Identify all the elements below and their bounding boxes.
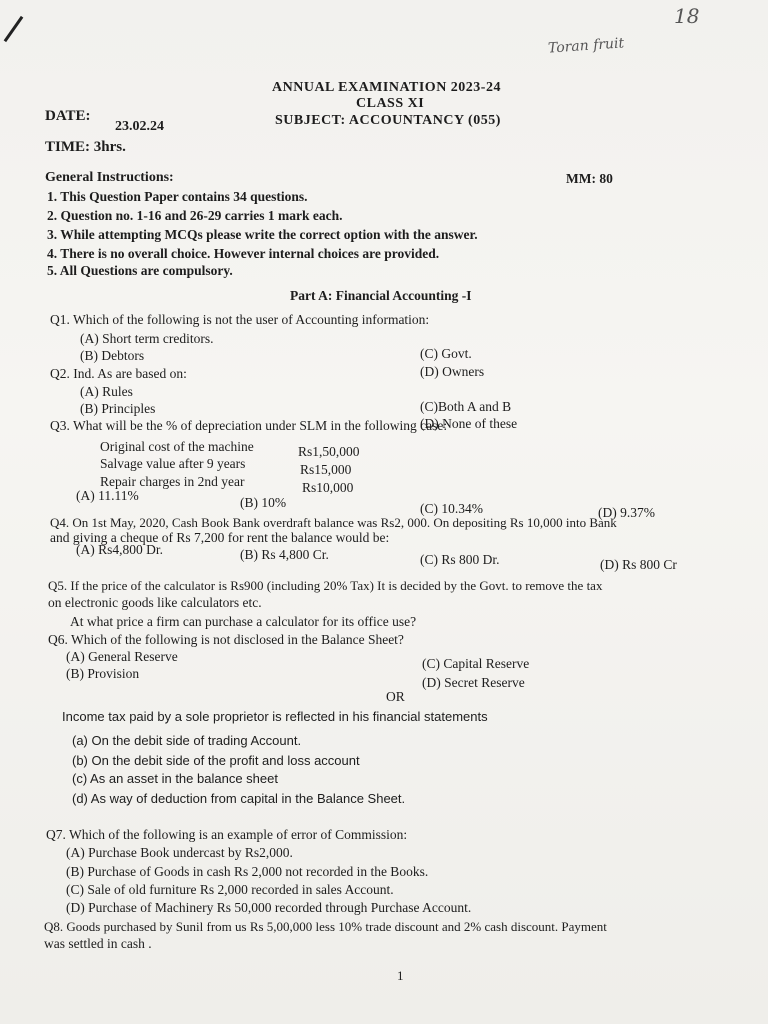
q4-option-c: (C) Rs 800 Dr. — [420, 552, 500, 567]
part-a-heading: Part A: Financial Accounting -I — [290, 288, 472, 303]
pen-mark — [4, 16, 24, 42]
q2-option-c: (C)Both A and B — [420, 399, 512, 414]
q5-line-2: on electronic goods like calculators etc. — [48, 595, 262, 610]
q1-option-c: (C) Govt. — [420, 346, 472, 361]
q3-row-value: Rs10,000 — [302, 480, 354, 495]
q6-option-b: (B) Provision — [66, 666, 140, 681]
class-label: CLASS XI — [356, 96, 425, 111]
q6-alt-option: (a) On the debit side of trading Account. — [72, 733, 302, 748]
q7-option: (A) Purchase Book undercast by Rs2,000. — [66, 845, 293, 860]
corner-page-number: 18 — [674, 4, 700, 28]
footer-page-number: 1 — [397, 968, 404, 983]
q6-option-d: (D) Secret Reserve — [422, 675, 525, 690]
q2-option-a: (A) Rules — [80, 384, 133, 399]
q3-option-b: (B) 10% — [240, 495, 287, 510]
instruction-item: 1. This Question Paper contains 34 questions. — [47, 189, 308, 204]
q3-option-d: (D) 9.37% — [598, 505, 655, 520]
q4-option-d: (D) Rs 800 Cr — [600, 557, 677, 572]
q2-option-b: (B) Principles — [80, 401, 156, 416]
q1-text: Q1. Which of the following is not the user of Accounting information: — [50, 312, 430, 327]
q6-text: Q6. Which of the following is not disclosed in the Balance Sheet? — [48, 632, 404, 647]
subject-label: SUBJECT: ACCOUNTANCY (055) — [275, 113, 501, 128]
instruction-item: 2. Question no. 1-16 and 26-29 carries 1 mark each. — [47, 208, 343, 223]
q3-row-label: Salvage value after 9 years — [100, 456, 246, 471]
instruction-item: 3. While attempting MCQs please write the correct option with the answer. — [47, 227, 478, 242]
time-label: TIME: 3hrs. — [45, 139, 126, 155]
q7-option: (B) Purchase of Goods in cash Rs 2,000 not recorded in the Books. — [66, 864, 429, 879]
q3-row-value: Rs1,50,000 — [298, 444, 360, 459]
q4-option-a: (A) Rs4,800 Dr. — [76, 542, 163, 557]
q5-line-1: Q5. If the price of the calculator is Rs900 (including 20% Tax) It is decided by the Govt. to remove the tax — [48, 578, 603, 593]
q4-line-1: Q4. On 1st May, 2020, Cash Book Bank overdraft balance was Rs2, 000. On depositing Rs 10,000 into Bank — [50, 515, 617, 530]
q8-line-2: was settled in cash . — [44, 936, 152, 951]
q4-option-b: (B) Rs 4,800 Cr. — [240, 547, 329, 562]
q1-option-d: (D) Owners — [420, 364, 485, 379]
max-marks: MM: 80 — [566, 171, 613, 186]
date-value: 23.02.24 — [115, 119, 164, 134]
q6-or-label: OR — [386, 689, 405, 704]
instructions-heading: General Instructions: — [45, 170, 174, 185]
q3-text: Q3. What will be the % of depreciation under SLM in the following case: — [50, 418, 448, 433]
q3-option-a: (A) 11.11% — [76, 488, 139, 503]
q6-alt-option: (c) As an asset in the balance sheet — [72, 771, 278, 786]
q3-row-label: Original cost of the machine — [100, 439, 254, 454]
q4-line-2: and giving a cheque of Rs 7,200 for rent the balance would be: — [50, 530, 390, 545]
q6-option-c: (C) Capital Reserve — [422, 656, 530, 671]
q2-text: Q2. Ind. As are based on: — [50, 366, 187, 381]
q3-row-label: Repair charges in 2nd year — [100, 474, 245, 489]
instruction-item: 5. All Questions are compulsory. — [47, 263, 233, 278]
q3-row-value: Rs15,000 — [300, 462, 352, 477]
q6-alt-option: (b) On the debit side of the profit and loss account — [72, 753, 360, 768]
q7-text: Q7. Which of the following is an example of error of Commission: — [46, 827, 408, 842]
date-label: DATE: — [45, 108, 91, 124]
instruction-item: 4. There is no overall choice. However internal choices are provided. — [47, 246, 440, 261]
q5-line-3: At what price a firm can purchase a calculator for its office use? — [70, 614, 417, 629]
q8-line-1: Q8. Goods purchased by Sunil from us Rs 5,00,000 less 10% trade discount and 2% cash discount. Payment — [44, 919, 607, 934]
q2-option-d: (D) None of these — [420, 416, 518, 431]
q6-option-a: (A) General Reserve — [66, 649, 178, 664]
q7-option: (C) Sale of old furniture Rs 2,000 recorded in sales Account. — [66, 882, 394, 897]
q3-option-c: (C) 10.34% — [420, 501, 483, 516]
q6-alt-text: Income tax paid by a sole proprietor is reflected in his financial statements — [62, 709, 488, 724]
q1-option-b: (B) Debtors — [80, 348, 145, 363]
q1-option-a: (A) Short term creditors. — [80, 331, 214, 346]
q7-option: (D) Purchase of Machinery Rs 50,000 recorded through Purchase Account. — [66, 900, 472, 915]
exam-title: ANNUAL EXAMINATION 2023-24 — [272, 80, 501, 95]
handwritten-note: Toran fruit — [547, 35, 625, 57]
q6-alt-option: (d) As way of deduction from capital in the Balance Sheet. — [72, 791, 406, 806]
